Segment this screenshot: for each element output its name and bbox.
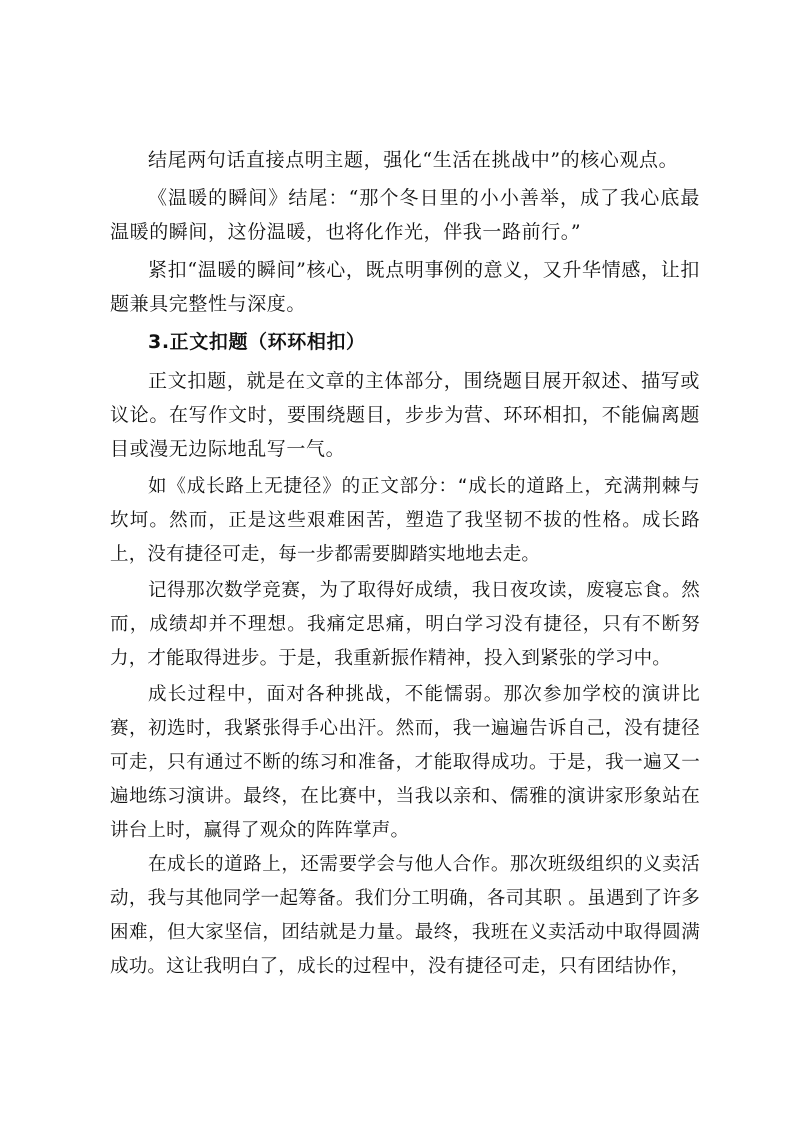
paragraph-conclusion-note: 结尾两句话直接点明主题，强化“生活在挑战中”的核心观点。: [148, 149, 679, 171]
paragraph-speech-contest: 成长过程中，面对各种挑战，不能懦弱。那次参加学校的演讲比赛，初选时，我紧张得手心出汗。然而，我一遍遍告诉自己，没有捷径可走，只有通过不断的练习和准备，才能取得成功。于是，我一遍又一遍地练习演讲。最终，在比赛中，当我以亲和、儒雅的演讲家形象站在讲台上时，赢得了观众的阵阵掌声。: [110, 684, 700, 841]
paragraph-ending-analysis: 紧扣“温暖的瞬间”核心，既点明事例的意义，又升华情感，让扣题兼具完整性与深度。: [110, 259, 700, 315]
paragraph-math-contest: 记得那次数学竞赛，为了取得好成绩，我日夜攻读，废寝忘食。然而，成绩却并不理想。我痛定思痛，明白学习没有捷径，只有不断努力，才能取得进步。于是，我重新振作精神，投入到紧张的学习中。: [110, 580, 700, 669]
paragraph-example-ending: 《温暖的瞬间》结尾：“那个冬日里的小小善举，成了我心底最温暖的瞬间，这份温暖，也将化作光，伴我一路前行。”: [110, 187, 700, 243]
paragraph-body-example: 如《成长路上无捷径》的正文部分：“成长的道路上，充满荆棘与坎坷。然而，正是这些艰难困苦，塑造了我坚韧不拔的性格。成长路上，没有捷径可走，每一步都需要脚踏实地地去走。: [110, 476, 700, 565]
section-heading: 3.正文扣题（环环相扣）: [148, 331, 366, 353]
paragraph-charity-sale: 在成长的道路上，还需要学会与他人合作。那次班级组织的义卖活动，我与其他同学一起筹备。我们分工明确，各司其职 。虽遇到了许多困难，但大家坚信，团结就是力量。最终，我班在义卖活动中取得圆满成功。这让我明白了，成长的过程中，没有捷径可走，只有团结协作，: [110, 854, 700, 977]
paragraph-body-definition: 正文扣题，就是在文章的主体部分，围绕题目展开叙述、描写或议论。在写作文时，要围绕题目，步步为营、环环相扣，不能偏离题目或漫无边际地乱写一气。: [110, 370, 700, 460]
